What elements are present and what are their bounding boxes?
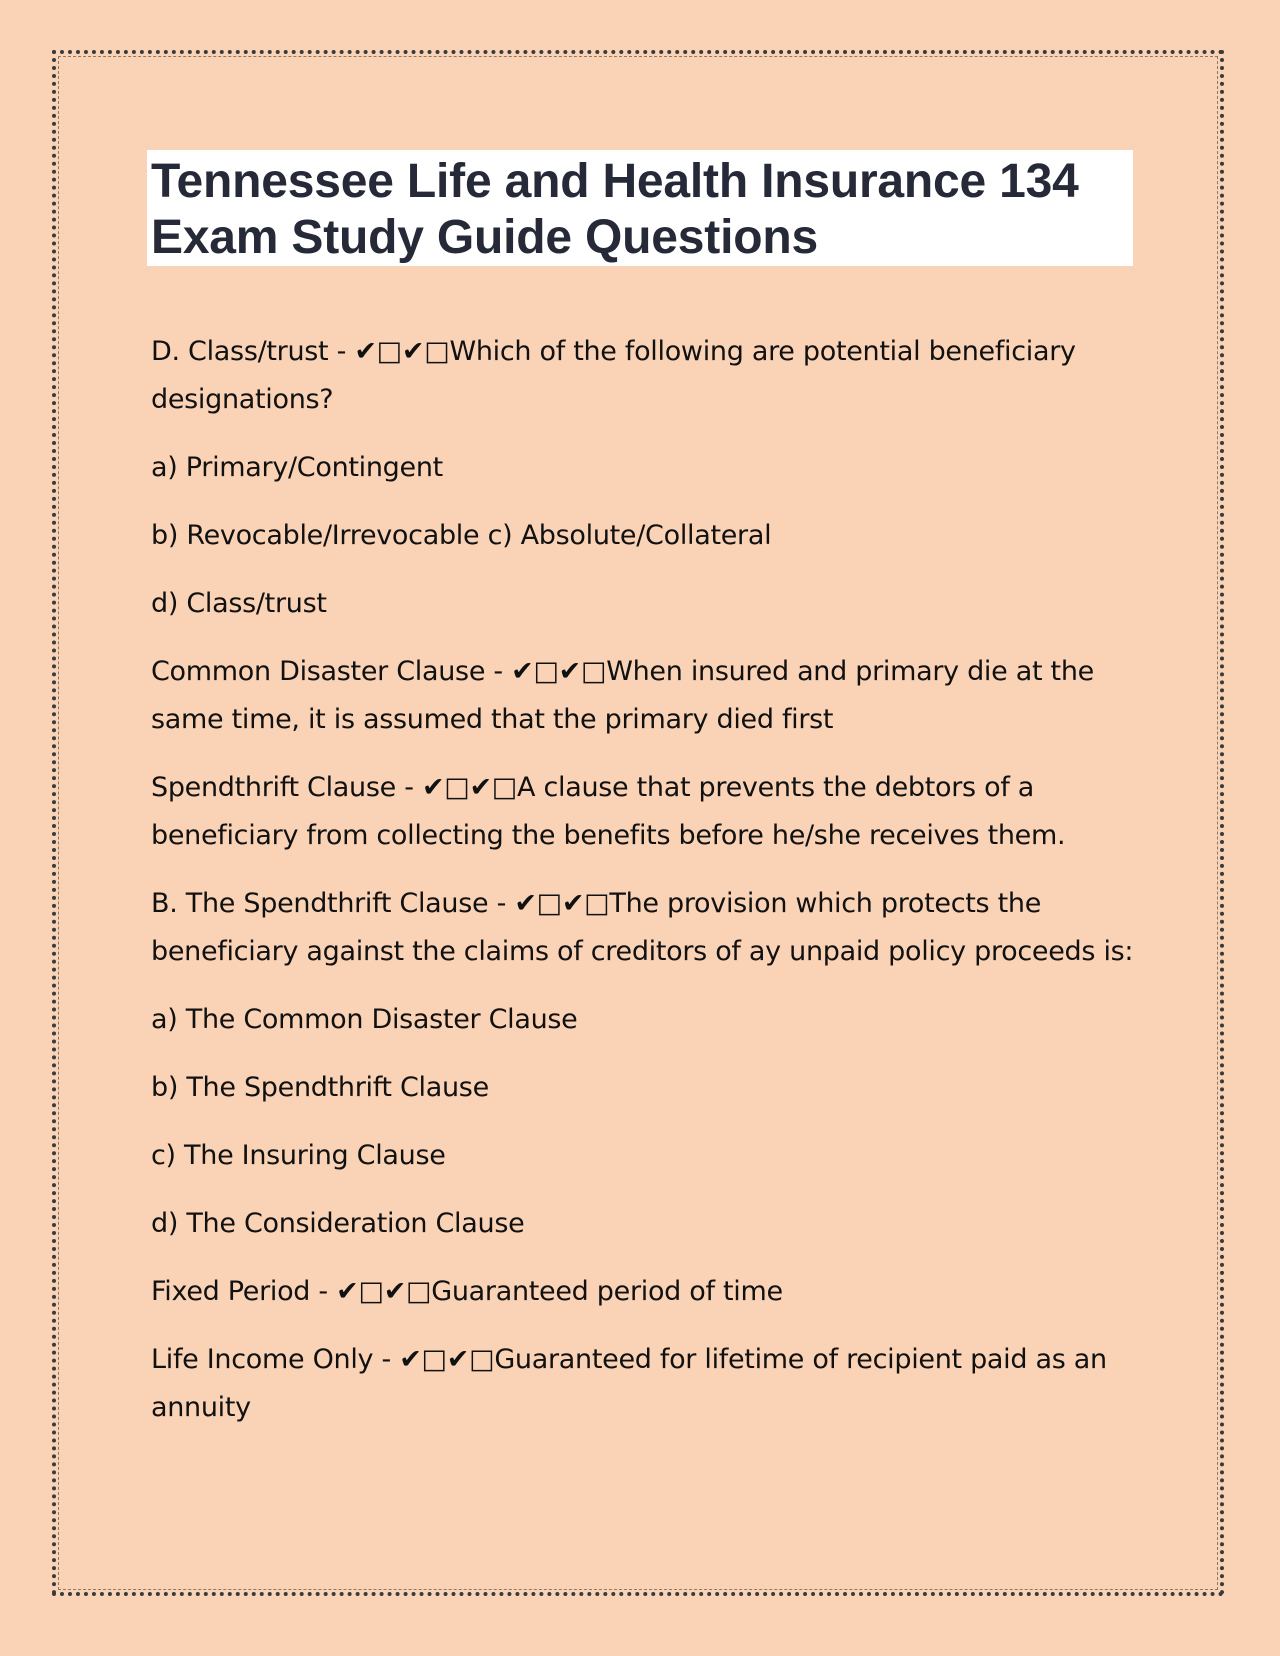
paragraph-8: a) The Common Disaster Clause (151, 1004, 578, 1035)
paragraph-7 (151, 880, 1141, 976)
term: B. The Spendthrift Clause - (151, 888, 515, 919)
check-mark-icon: ✔□✔□ (514, 888, 610, 919)
term: Common Disaster Clause - (151, 656, 512, 687)
paragraph-1 (151, 328, 1141, 424)
answer: The provision which protects the beneficiary against the claims of creditors of ay unpaid policy proceeds is: (151, 888, 1134, 967)
term: Fixed Period - (151, 1276, 337, 1307)
check-mark-icon: ✔□✔□ (399, 1344, 495, 1375)
term: D. Class/trust - (151, 336, 355, 367)
page-title: Tennessee Life and Health Insurance 134 Exam Study Guide Questions (151, 155, 1079, 264)
term: Life Income Only - (151, 1344, 400, 1375)
answer: Guaranteed for lifetime of recipient paid as an annuity (151, 1344, 1107, 1423)
paragraph-4: d) Class/trust (151, 588, 327, 619)
title-box (147, 150, 1133, 266)
paragraph-10: c) The Insuring Clause (151, 1140, 446, 1171)
answer: Which of the following are potential beneficiary designations? (151, 336, 1076, 415)
check-mark-icon: ✔□✔□ (354, 336, 450, 367)
paragraph-5 (151, 648, 1141, 744)
document-body (151, 328, 1141, 1452)
term: Spendthrift Clause - (151, 772, 422, 803)
paragraph-12 (151, 1268, 1141, 1316)
paragraph-11: d) The Consideration Clause (151, 1208, 525, 1239)
answer: A clause that prevents the debtors of a beneficiary from collecting the benefits before he/she receives them. (151, 772, 1066, 851)
paragraph-3: b) Revocable/Irrevocable c) Absolute/Collateral (151, 520, 772, 551)
paragraph-6 (151, 764, 1141, 860)
check-mark-icon: ✔□✔□ (336, 1276, 432, 1307)
paragraph-9: b) The Spendthrift Clause (151, 1072, 489, 1103)
answer: Guaranteed period of time (431, 1276, 783, 1307)
paragraph-2: a) Primary/Contingent (151, 452, 443, 483)
answer: When insured and primary die at the same time, it is assumed that the primary died first (151, 656, 1094, 735)
paragraph-13 (151, 1336, 1141, 1432)
check-mark-icon: ✔□✔□ (511, 656, 607, 687)
check-mark-icon: ✔□✔□ (421, 772, 518, 803)
